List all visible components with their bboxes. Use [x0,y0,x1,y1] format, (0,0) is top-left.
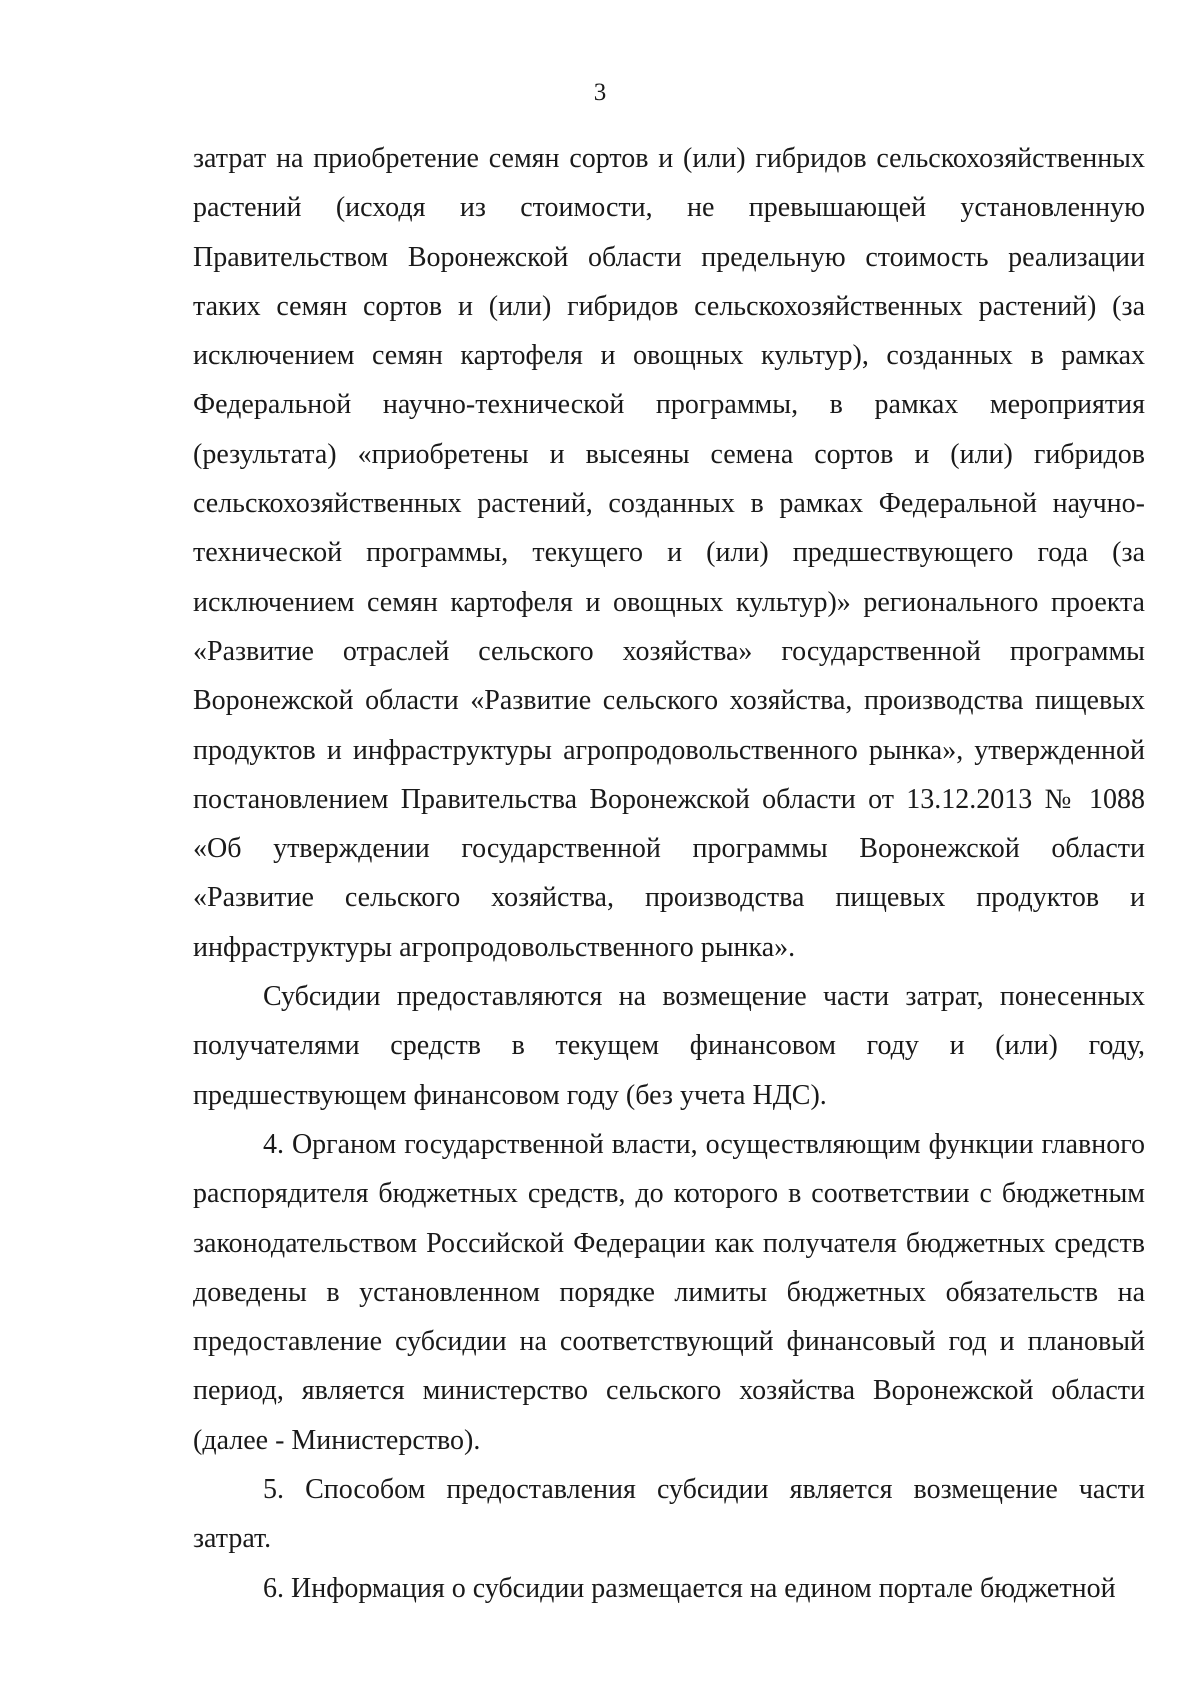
paragraph-item-5: 5. Способом предоставления субсидии является возмещение части затрат. [193,1474,1145,1555]
paragraph-subsidy-purpose: затрат на приобретение семян сортов и (или) гибридов сельскохозяйственных растений (исходя из стоимости, не превышающей установленную Правительством Воронежской области предельную стоимость реализации таких семян сортов и (или) гибридов сельскохозяйственных растений) (за исключением семян картофеля и овощных культур), созданных в рамках Федеральной научно-технической программы, в рамках мероприятия (результата) «приобретены и высеяны семена сортов и (или) гибридов сельскохозяйственных растений, созданных в рамках Федеральной научно-технической программы, текущего и (или) предшествующего года (за исключением семян картофеля и овощных культур)» регионального проекта «Развитие отраслей сельского хозяйства» государственной программы Воронежской области «Развитие сельского хозяйства, производства пищевых продуктов и инфраструктуры агропродовольственного рынка», утвержденной постановлением Правительства Воронежской области от 13.12.2013 № 1088 «Об утверждении государственной программы Воронежской области «Развитие сельского хозяйства, производства пищевых продуктов и инфраструктуры агропродовольственного рынка». [193,143,1145,963]
page-number: 3 [593,79,607,106]
paragraph-subsidy-reimbursement: Субсидии предоставляются на возмещение части затрат, понесенных получателями средств в текущем финансовом году и (или) году, предшествующем финансовом году (без учета НДС). [193,981,1145,1111]
paragraph-item-6: 6. Информация о субсидии размещается на едином портале бюджетной [263,1572,1116,1604]
document-body [193,134,1145,1613]
paragraph-item-4: 4. Органом государственной власти, осуществляющим функции главного распорядителя бюджетных средств, до которого в соответствии с бюджетным законодательством Российской Федерации как получателя бюджетных средств доведены в установленном порядке лимиты бюджетных обязательств на предоставление субсидии на соответствующий финансовый год и плановый период, является министерство сельского хозяйства Воронежской области (далее - Министерство). [193,1128,1145,1456]
